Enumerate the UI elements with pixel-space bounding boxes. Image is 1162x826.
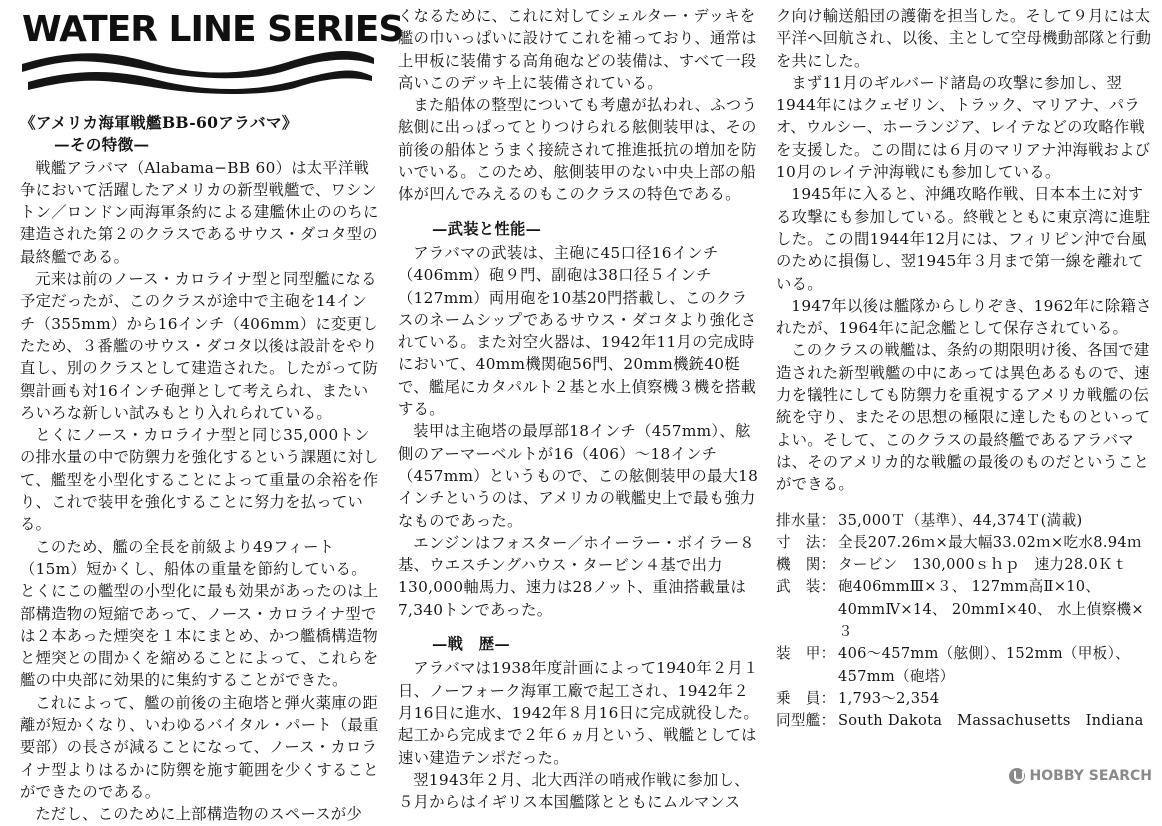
history-section-title: —戦 歴— [432, 635, 510, 654]
column-3 [776, 5, 1154, 733]
spec-row-dimensions [776, 532, 1154, 554]
paragraph: ただし、このために上部構造物のスペースが少 [35, 805, 363, 824]
paragraph: エンジンはフォスター／ホイーラー・ボイラー８基、ウエスチングハウス・タービン４基で出力130,000軸馬力、速力は28ノット、重油搭載量は7,340トンであった。 [398, 533, 755, 619]
paragraph: このクラスの戦艦は、条約の期限明け後、各国で建造された新型戦艦の中にあっては異色あるもので、速力を犠牲にしても防禦力を重視するアメリカ戦艦の伝統を守り、またその思想の極限に達したものといってよい。そして、このクラスの最終艦であるアラバマは、そのアメリカ的な戦艦の最後のものだということができる。 [776, 341, 1151, 494]
column-1 [20, 112, 382, 826]
paragraph: 翌1943年２月、北大西洋の哨戒作戦に参加し、５月からはイギリス本国艦隊とともにムルマンス [398, 770, 750, 812]
paragraph: アラバマの武装は、主砲に45口径16インチ（406mm）砲９門、副砲は38口径５インチ（127mm）両用砲を10基20門搭載し、このクラスのネームシップであるサウス・ダコタより強化されている。また対空火器は、1942年11月の完成時において、40mm機関砲56門、20mm機銃40梃で、艦尾にカタパルト２基と水上偵察機３機を搭載する。 [398, 243, 757, 419]
spec-table [776, 510, 1154, 733]
spec-row-engine [776, 554, 1154, 576]
spec-row-crew [776, 688, 1154, 710]
spec-row-armor [776, 643, 1154, 688]
spec-label: 同型艦： [776, 712, 836, 730]
spec-value: タービン 130,000ｓｈｐ 速力28.0Ｋｔ [838, 556, 1128, 574]
watermark-text: HOBBY SEARCH [1029, 768, 1152, 784]
wave-logo-icon [18, 48, 378, 102]
paragraph: 1945年に入ると、沖縄攻略作戦、日本本土に対する攻撃にも参加している。終戦とともに東京湾に進駐した。この間1944年12月には、フィリピン沖で台風のために損傷し、翌1945年３月まで第一線を離れている。 [776, 185, 1151, 293]
spec-label: 寸 法： [776, 533, 836, 551]
spec-value: 35,000Ｔ（基準）、44,374Ｔ(満載) [838, 511, 1083, 529]
article-heading: 《アメリカ海軍戦艦BB-60アラバマ》 [20, 113, 298, 132]
paragraph: ク向け輸送船団の護衛を担当した。そして９月には太平洋へ回航され、以後、主として空母機動部隊と行動を共にした。 [776, 7, 1152, 70]
spec-label: 武 装： [776, 578, 836, 596]
hobby-search-logo-icon [1009, 768, 1025, 784]
spec-label: 機 関： [776, 556, 836, 574]
spec-label: 乗 員： [776, 689, 836, 707]
paragraph: くなるために、これに対してシェルター・デッキを艦の巾いっぱいに設けてこれを補っており、通常は上甲板に装備する高角砲などの装備は、すべて一段高いこのデッキ上に装備されている。 [398, 7, 757, 92]
paragraph: また船体の整型についても考慮が払われ、ふつう舷側に出っぱってとりつけられる舷側装甲は、その前後の船体とうまく接続されて推進抵抗の増加を防いでいる。このため、舷側装甲のない中央上部の船体が凹んでみえるのもこのクラスの特色である。 [398, 96, 758, 204]
spec-value: South Dakota Massachusetts Indiana [838, 712, 1144, 730]
spec-value: 砲406mmⅢ×３、 127mm高Ⅱ×10、 40mmⅣ×14、 20mmⅠ×40、 水上偵察機×３ [838, 578, 1144, 641]
spec-value: 全長207.26ｍ×最大幅33.02ｍ×吃水8.94ｍ [838, 533, 1142, 551]
spec-label: 排水量： [776, 511, 836, 529]
spec-row-sister-ships [776, 710, 1154, 732]
paragraph: とくにノース・カロライナ型と同じ35,000トンの排水量の中で防禦力を強化するという課題に対して、艦型を小型化することによって重量の余裕を作り、これで装甲を強化することに努力を払っている。 [20, 426, 379, 534]
spec-label: 装 甲： [776, 645, 836, 663]
paragraph: 1947年以後は艦隊からしりぞき、1962年に除籍されたが、1964年に記念艦として保存されている。 [776, 296, 1152, 338]
paragraph: これによって、艦の前後の主砲塔と弾火薬庫の距離が短かくなり、いわゆるバイタル・パート（最重要部）の長さが減ることになって、ノース・カロライナ型よりはるかに防禦を施す範囲を少くすることができたのである。 [20, 693, 379, 801]
paragraph: 元来は前のノース・カロライナ型と同型艦になる予定だったが、このクラスが途中で主砲を14インチ（355mm）から16インチ（406mm）に変更したため、３番艦のサウス・ダコタ以後は設計をやり直し、別のクラスとして建造された。したがって防禦計画も対16インチ砲弾として考えられ、またいろいろな新しい試みもとり入れられている。 [20, 270, 379, 422]
series-title: WATER LINE SERIES [22, 9, 404, 50]
spec-row-armament [776, 576, 1154, 643]
paragraph: 戦艦アラバマ（Alabama−BB 60）は太平洋戦争において活躍したアメリカの新型戦艦で、ワシントン／ロンドン両海軍条約による建艦休止ののちに建造された第２のクラスであるサウス・ダコタ型の最終艦である。 [20, 158, 379, 266]
paragraph: このため、艦の全長を前級より49フィート（15m）短かくし、船体の重量を節約している。とくにこの艦型の小型化に最も効果があったのは上部構造物の短縮であって、ノース・カロライナ型では２本あった煙突を１本にまとめ、かつ艦橋構造物と煙突との間かくを縮めることによって、これらを艦の中央部に効果的に集約することができた。 [20, 537, 379, 690]
paragraph: 装甲は主砲塔の最厚部18インチ（457mm）、舷側のアーマーベルトが16（406）〜18インチ（457mm）というもので、この舷側装甲の最大18インチというのは、アメリカの戦艦史上で最も強力なものであった。 [398, 422, 759, 530]
armament-section-title: —武装と性能— [432, 219, 542, 238]
spec-row-displacement [776, 510, 1154, 532]
features-subheading: —その特徴— [54, 135, 150, 155]
spec-value: 1,793〜2,354 [838, 689, 940, 707]
spec-value: 406〜457mm（舷側）、152mm（甲板）、457mm（砲塔） [838, 645, 1131, 685]
paragraph: まず11月のギルバード諸島の攻撃に参加し、翌1944年にはクェゼリン、トラック、マリアナ、パラオ、ウルシー、ホーランジア、レイテなどの攻略作戦を支援した。この間には６月のマリアナ沖海戦および10月のレイテ沖海戦にも参加している。 [776, 73, 1151, 182]
paragraph: アラバマは1938年度計画によって1940年２月１日、ノーフォーク海軍工廠で起工され、1942年２月16日に進水、1942年８月16日に完成就役した。起工から完成まで２年６ヵ月という、戦艦としては速い建造テンポだった。 [398, 659, 760, 767]
watermark [1009, 768, 1152, 784]
column-2 [398, 5, 760, 813]
